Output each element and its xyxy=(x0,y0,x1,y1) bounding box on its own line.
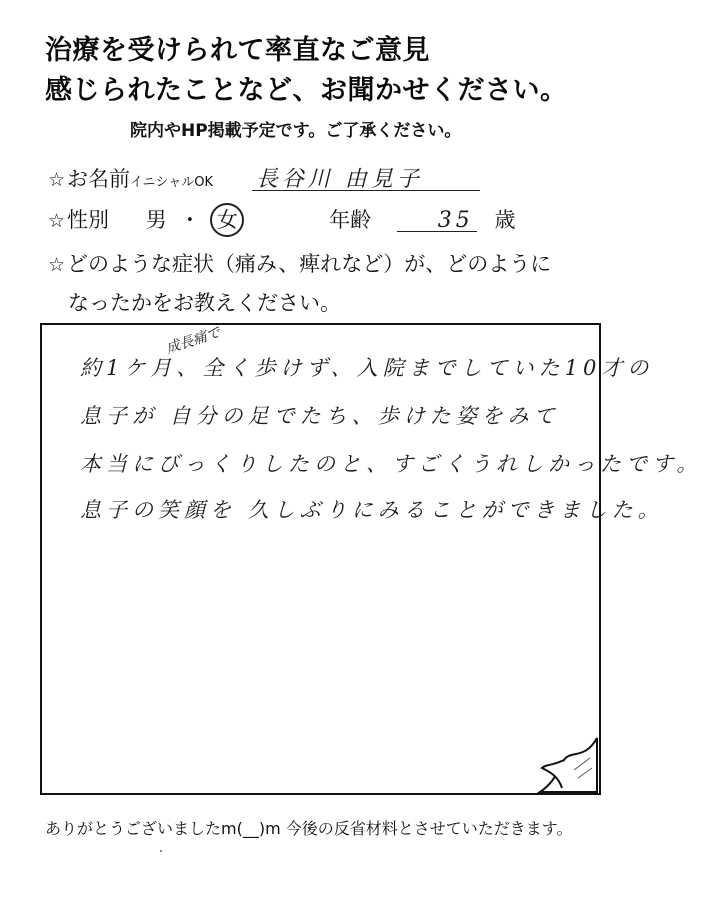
heading-line-2: 感じられたことなど、お聞かせください。 xyxy=(45,75,568,106)
name-value: 長谷川 由見子 xyxy=(255,167,423,192)
name-underline xyxy=(252,190,480,191)
page-curl-icon xyxy=(530,730,605,795)
gender-separator: ・ xyxy=(179,208,201,232)
scan-speck xyxy=(160,850,162,852)
comment-line-3: 本当にびっくりしたのと、すごくうれしかったです。 xyxy=(80,452,702,476)
comment-box xyxy=(40,323,601,795)
question-text-1: どのような症状（痛み、痺れなど）が、どのように xyxy=(67,252,552,276)
age-unit: 歳 xyxy=(494,208,516,232)
star-icon: ☆ xyxy=(48,254,66,276)
comment-line-2: 息子が 自分の足でたち、歩けた姿をみて xyxy=(80,404,560,428)
publication-notice: 院内やHP掲載予定です。ご了承ください。 xyxy=(130,121,462,141)
question-line-1 xyxy=(48,248,551,278)
footer-thanks: ありがとうございましたm(__)m 今後の反省材料とさせていただきます。 xyxy=(45,819,573,838)
comment-annotation: 成長痛で xyxy=(164,324,223,358)
gender-female-circled: 女 xyxy=(210,203,244,237)
comment-line-4: 息子の笑顔を 久しぶりにみることができました。 xyxy=(80,498,664,522)
star-icon: ☆ xyxy=(48,169,66,191)
age-value: 35 xyxy=(437,208,474,233)
name-row xyxy=(48,162,423,193)
name-label: お名前 xyxy=(67,167,131,191)
age-label: 年齢 xyxy=(329,208,372,232)
question-line-2: なったかをお教えください。 xyxy=(68,291,341,315)
name-hint: イニシャルOK xyxy=(130,175,214,190)
gender-label: 性別 xyxy=(67,208,110,232)
heading-line-1: 治療を受けられて率直なご意見 xyxy=(45,35,430,66)
age-underline xyxy=(397,231,477,232)
star-icon: ☆ xyxy=(48,210,66,232)
gender-male: 男 xyxy=(145,208,167,232)
comment-line-1: 約1ケ月、全く歩けず、入院までしていた10才の xyxy=(80,356,654,380)
